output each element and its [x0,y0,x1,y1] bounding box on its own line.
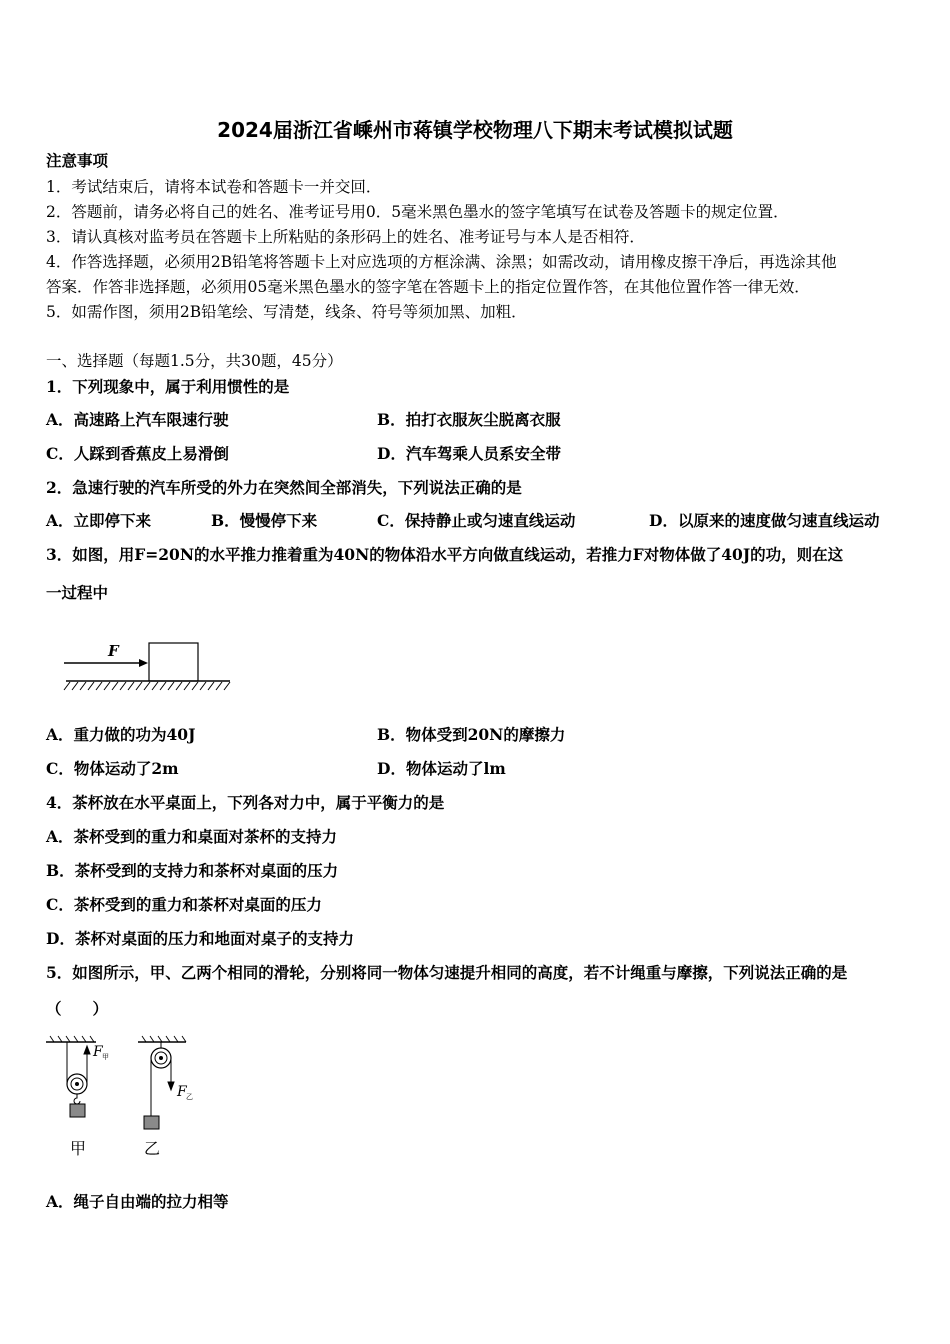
force-label-yi: F [177,1084,187,1100]
q5-option-a: A．绳子自由端的拉力相等 [46,1192,229,1211]
q1-option-c: C．人踩到香蕉皮上易滑倒 [46,444,229,463]
q1-option-d: D．汽车驾乘人员系安全带 [377,444,561,463]
notice-item-5: 5．如需作图，须用2B铅笔绘、写清楚，线条、符号等须加黑、加粗． [46,303,527,321]
q4-option-c: C．茶杯受到的重力和茶杯对桌面的压力 [46,895,322,914]
q3-stem-line2: 一过程中 [46,583,109,602]
q4-option-d: D．茶杯对桌面的压力和地面对桌子的支持力 [46,929,354,948]
q4-stem: 4．茶杯放在水平桌面上，下列各对力中，属于平衡力的是 [46,793,445,812]
notice-heading: 注意事项 [46,151,109,170]
q3-option-d: D．物体运动了lm [377,759,506,778]
force-sub-yi: 乙 [186,1093,193,1101]
force-label-jia: F [93,1044,103,1060]
q1-option-b: B．拍打衣服灰尘脱离衣服 [377,410,561,429]
pulley-yi [138,1036,186,1129]
label-jia: 甲 [70,1139,87,1158]
section-heading: 一、选择题（每题1.5分，共30题，45分） [46,352,343,370]
q1-option-a: A．高速路上汽车限速行驶 [46,410,229,429]
q3-option-b: B．物体受到20N的摩擦力 [377,725,566,744]
q5-figure [40,1034,220,1164]
q2-stem: 2．急速行驶的汽车所受的外力在突然间全部消失，下列说法正确的是 [46,478,522,497]
q3-option-c: C．物体运动了2m [46,759,179,778]
notice-item-2: 2．答题前，请务必将自己的姓名、准考证号用0．5毫米黑色墨水的签字笔填写在试卷及答题卡的规定位置． [46,203,789,221]
force-label: F [108,642,119,660]
q2-option-c: C．保持静止或匀速直线运动 [377,511,576,530]
q4-option-b: B．茶杯受到的支持力和茶杯对桌面的压力 [46,861,339,880]
q3-figure [60,638,240,700]
force-sub-jia: 甲 [102,1053,109,1061]
q2-option-d: D．以原来的速度做匀速直线运动 [649,511,880,530]
q3-stem-line1: 3．如图，用F=20N的水平推力推着重为40N的物体沿水平方向做直线运动，若推力F对物体做了40J的功，则在这 [46,545,844,564]
q4-option-a: A．茶杯受到的重力和桌面对茶杯的支持力 [46,827,338,846]
notice-item-4-cont: 答案．作答非选择题，必须用05毫米黑色墨水的签字笔在答题卡上的指定位置作答，在其他位置作答一律无效． [46,278,810,296]
q5-stem-line1: 5．如图所示，甲、乙两个相同的滑轮，分别将同一物体匀速提升相同的高度，若不计绳重与摩擦，下列说法正确的是 [46,963,848,982]
q2-option-b: B．慢慢停下来 [211,511,318,530]
q3-option-a: A．重力做的功为40J [46,725,196,744]
page-title: 2024届浙江省嵊州市蒋镇学校物理八下期末考试模拟试题 [217,118,733,142]
notice-item-1: 1．考试结束后，请将本试卷和答题卡一并交回． [46,178,382,196]
pulley-jia [46,1036,96,1117]
q5-stem-line2: （ ） [46,999,109,1018]
q2-option-a: A．立即停下来 [46,511,152,530]
notice-item-4: 4．作答选择题，必须用2B铅笔将答题卡上对应选项的方框涂满、涂黑；如需改动，请用橡皮擦干净后，再选涂其他 [46,253,837,271]
q1-stem: 1．下列现象中，属于利用惯性的是 [46,377,290,396]
label-yi: 乙 [144,1139,161,1158]
notice-item-3: 3．请认真核对监考员在答题卡上所粘贴的条形码上的姓名、准考证号与本人是否相符． [46,228,645,246]
